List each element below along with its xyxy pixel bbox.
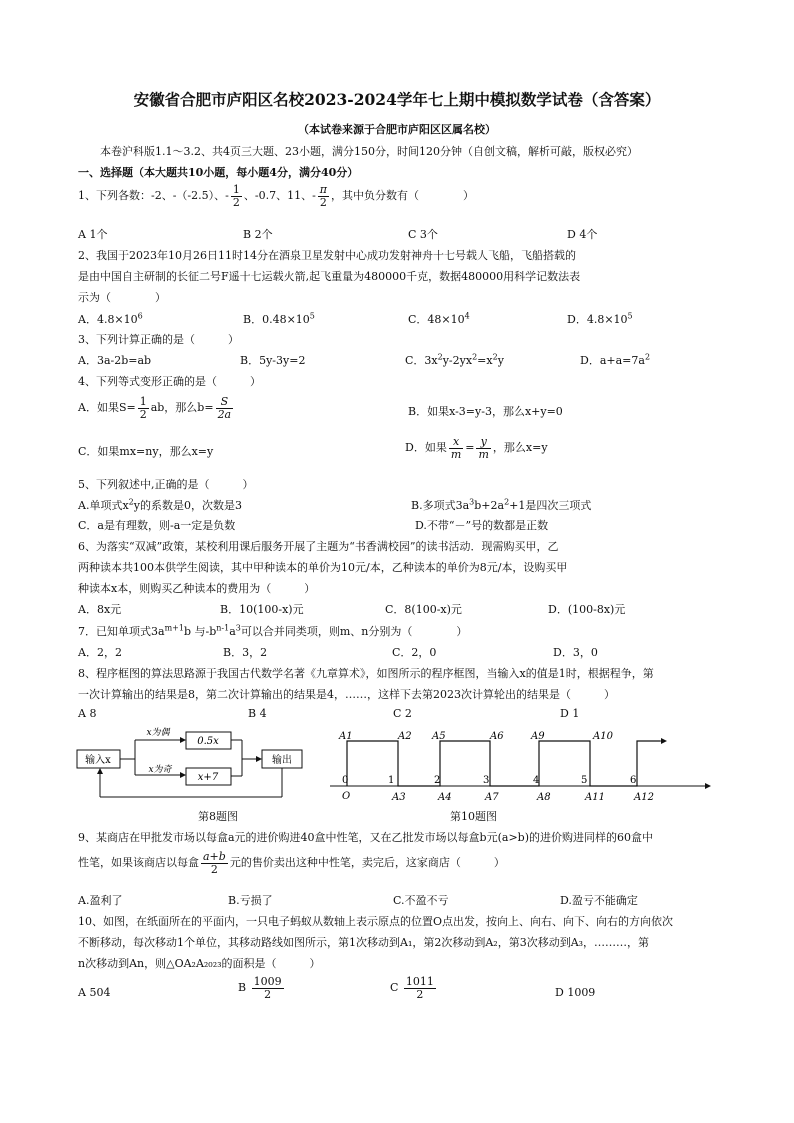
- output-label: 输出: [272, 755, 292, 766]
- axis-number: 3: [483, 775, 490, 786]
- q6-option-d: D．(100-8x)元: [548, 603, 626, 616]
- q10-option-d: D 1009: [555, 986, 596, 999]
- point-label: A7: [485, 792, 499, 803]
- q5-option-d: D.不带“－”号的数都是正数: [415, 519, 549, 532]
- fraction: $\frac{a+b}{2}$: [203, 850, 226, 876]
- point-label: O: [342, 791, 351, 802]
- q1-option-d: D 4个: [567, 228, 598, 241]
- figure-10-path-diagram: [325, 724, 715, 806]
- point-label: A4: [438, 792, 452, 803]
- fraction: $\frac{1}{2}$: [139, 395, 147, 421]
- question-9-line: 9、某商店在甲批发市场以每盒a元的进价购进40盒中性笔，又在乙批发市场以每盒b元(a>b)的进价购进同样的60盒中: [78, 831, 653, 844]
- question-8-line: 一次计算输出的结果是8，第二次计算输出的结果是4，……，这样下去第2023次计算轮出的结果是（ ）: [78, 688, 615, 701]
- point-label: A6: [490, 731, 504, 742]
- fraction: $\frac{1011}{2}$: [405, 975, 434, 1001]
- q7-option-d: D．3，0: [553, 646, 598, 659]
- q2-option-c: C．$48\times 10^4$: [408, 311, 470, 326]
- q8-option-c: C 2: [393, 707, 412, 720]
- q5-option-b: B.多项式$3a^3b+2a^2+1$是四次三项式: [411, 497, 592, 512]
- q10-option-b: B $\frac{1009}{2}$: [238, 975, 282, 1001]
- input-label: 输入x: [85, 755, 111, 766]
- q1-option-a: A 1个: [78, 228, 108, 241]
- point-label: A12: [634, 792, 654, 803]
- question-6-line: 两种读本共100本供学生阅读，其中甲种读本的单价为10元/本，乙种读本的单价为8元/本，设购买甲: [78, 561, 568, 574]
- axis-number: 5: [581, 775, 588, 786]
- intro-text: 本卷沪科版1.1～3.2、共4页三大题、23小题，满分150分，时间120分钟（自创文稿，解析可敲，版权必究）: [100, 145, 638, 158]
- q6-option-b: B．10(100-x)元: [220, 603, 304, 616]
- q1-option-b: B 2个: [243, 228, 273, 241]
- q7-option-c: C．2，0: [392, 646, 437, 659]
- q4-option-c: C．如果mx=ny，那么x=y: [78, 445, 214, 458]
- subtitle: （本试卷来源于合肥市庐阳区区属名校）: [298, 123, 496, 136]
- q7-option-a: A．2，2: [78, 646, 122, 659]
- point-label: A8: [537, 792, 551, 803]
- figure-8-caption: 第8题图: [198, 810, 238, 823]
- q6-option-a: A．8x元: [78, 603, 122, 616]
- question-4-stem: 4、下列等式变形正确的是（ ）: [78, 375, 261, 388]
- half-box-label: 0.5x: [197, 736, 219, 747]
- figure-10-caption: 第10题图: [450, 810, 497, 823]
- q6-option-c: C．8(100-x)元: [385, 603, 462, 616]
- q3-option-d: D．$a+a=7a^2$: [580, 352, 651, 367]
- q4-option-b: B．如果x-3=y-3，那么x+y=0: [408, 405, 563, 418]
- q9-option-a: A.盈利了: [78, 894, 123, 907]
- q9-option-b: B.亏损了: [228, 894, 273, 907]
- q10-option-c: C $\frac{1011}{2}$: [390, 975, 434, 1001]
- q8-option-d: D 1: [560, 707, 580, 720]
- q10-option-a: A 504: [78, 986, 111, 999]
- point-label: A1: [339, 731, 353, 742]
- q2-option-b: B．$0.48\times 10^5$: [243, 311, 315, 326]
- q3-option-c: C．$3x^2y-2yx^2=x^2y$: [405, 352, 504, 367]
- q7-option-b: B．3，2: [223, 646, 268, 659]
- q5-option-a: A.单项式$x^2y$的系数是0，次数是3: [78, 497, 242, 512]
- q1-option-c: C 3个: [408, 228, 438, 241]
- fraction: $\frac{1}{2}$: [232, 183, 240, 209]
- question-6-line: 种读本x本，则购买乙种读本的费用为（ ）: [78, 582, 316, 595]
- fraction: $\frac{1009}{2}$: [253, 975, 282, 1001]
- question-10-line: 10、如图，在纸面所在的平面内，一只电子蚂蚁从数轴上表示原点的位置O点出发，按向上、向右、向下、向右的方向依次: [78, 915, 674, 928]
- q4-option-d: D．如果 $\frac{x}{m}$ = $\frac{y}{m}$ ，那么x=y: [405, 435, 548, 461]
- point-label: A3: [392, 792, 406, 803]
- question-9-line: 性笔，如果该商店以每盒 $\frac{a+b}{2}$ 元的售价卖出这种中性笔，卖完后，这家商店（ ）: [78, 850, 505, 876]
- even-branch-label: x为偶: [146, 728, 170, 738]
- fraction: $\frac{\pi}{2}$: [319, 183, 328, 209]
- fraction: $\frac{S}{2a}$: [217, 395, 232, 421]
- question-6-line: 6、为落实“双减”政策，某校利用课后服务开展了主题为“书香满校园”的读书活动．现需购买甲，乙: [78, 540, 559, 553]
- question-5-stem: 5、下列叙述中,正确的是（ ）: [78, 478, 254, 491]
- point-label: A10: [593, 731, 613, 742]
- point-label: A5: [432, 731, 446, 742]
- figure-8-flowchart: [72, 724, 307, 806]
- q9-option-d: D.盈亏不能确定: [560, 894, 638, 907]
- question-1-stem: 1、下列各数：-2、-（-2.5）、- $\frac{1}{2}$ 、-0.7、11、- $\frac{\pi}{2}$ ，其中负分数有（ ）: [78, 183, 475, 209]
- plus-seven-box-label: x+7: [197, 772, 219, 783]
- axis-number: 2: [434, 775, 441, 786]
- question-3-stem: 3、下列计算正确的是（ ）: [78, 333, 239, 346]
- q8-option-a: A 8: [78, 707, 97, 720]
- question-2-line: 是由中国自主研制的长征二号F遥十七运载火箭,起飞重量为480000千克，数据480000用科学记数法表: [78, 270, 581, 283]
- q5-option-c: C．a是有理数，则-a一定是负数: [78, 519, 236, 532]
- question-8-line: 8、程序框图的算法思路源于我国古代数学名著《九章算术》，如图所示的程序框图，当输入x的值是1时，根据程争，第: [78, 667, 654, 680]
- page-title: 安徽省合肥市庐阳区名校2023-2024学年七上期中模拟数学试卷（含答案）: [133, 90, 661, 109]
- question-2-line: 示为（ ）: [78, 291, 166, 304]
- fraction: $\frac{y}{m}$: [478, 435, 489, 461]
- axis-number: 4: [533, 775, 540, 786]
- question-7-stem: 7．已知单项式$3a^{m+1}b$ 与$-b^{n-1}a^3$可以合并同类项，则m、n分别为（ ）: [78, 623, 468, 638]
- section-heading: 一、选择题（本大题共10小题，每小题4分，满分40分）: [78, 166, 359, 179]
- q2-option-a: A．$4.8\times 10^6$: [78, 311, 143, 326]
- question-10-line: 不断移动，每次移动1个单位，其移动路线如图所示，第1次移动到A₁，第2次移动到A₂，第3次移动到A₃，………，第: [78, 936, 650, 949]
- q3-option-b: B．5y-3y=2: [240, 354, 306, 367]
- fraction: $\frac{x}{m}$: [450, 435, 462, 461]
- point-label: A9: [531, 731, 545, 742]
- q8-option-b: B 4: [248, 707, 267, 720]
- point-label: A2: [398, 731, 412, 742]
- question-2-line: 2、我国于2023年10月26日11时14分在酒泉卫星发射中心成功发射神舟十七号载人飞船，飞船搭载的: [78, 249, 576, 262]
- q4-option-a: A．如果S= $\frac{1}{2}$ ab，那么b= $\frac{S}{2a}$: [78, 395, 232, 421]
- q3-option-a: A．3a-2b=ab: [78, 354, 152, 367]
- axis-number: 0: [342, 775, 349, 786]
- axis-number: 6: [630, 775, 637, 786]
- odd-branch-label: x为奇: [148, 765, 172, 775]
- question-10-line: n次移动到An，则△OA₂A₂₀₂₃的面积是（ ）: [78, 957, 321, 970]
- point-label: A11: [585, 792, 605, 803]
- q2-option-d: D．$4.8\times 10^5$: [567, 311, 633, 326]
- axis-number: 1: [388, 775, 395, 786]
- q9-option-c: C.不盈不亏: [393, 894, 449, 907]
